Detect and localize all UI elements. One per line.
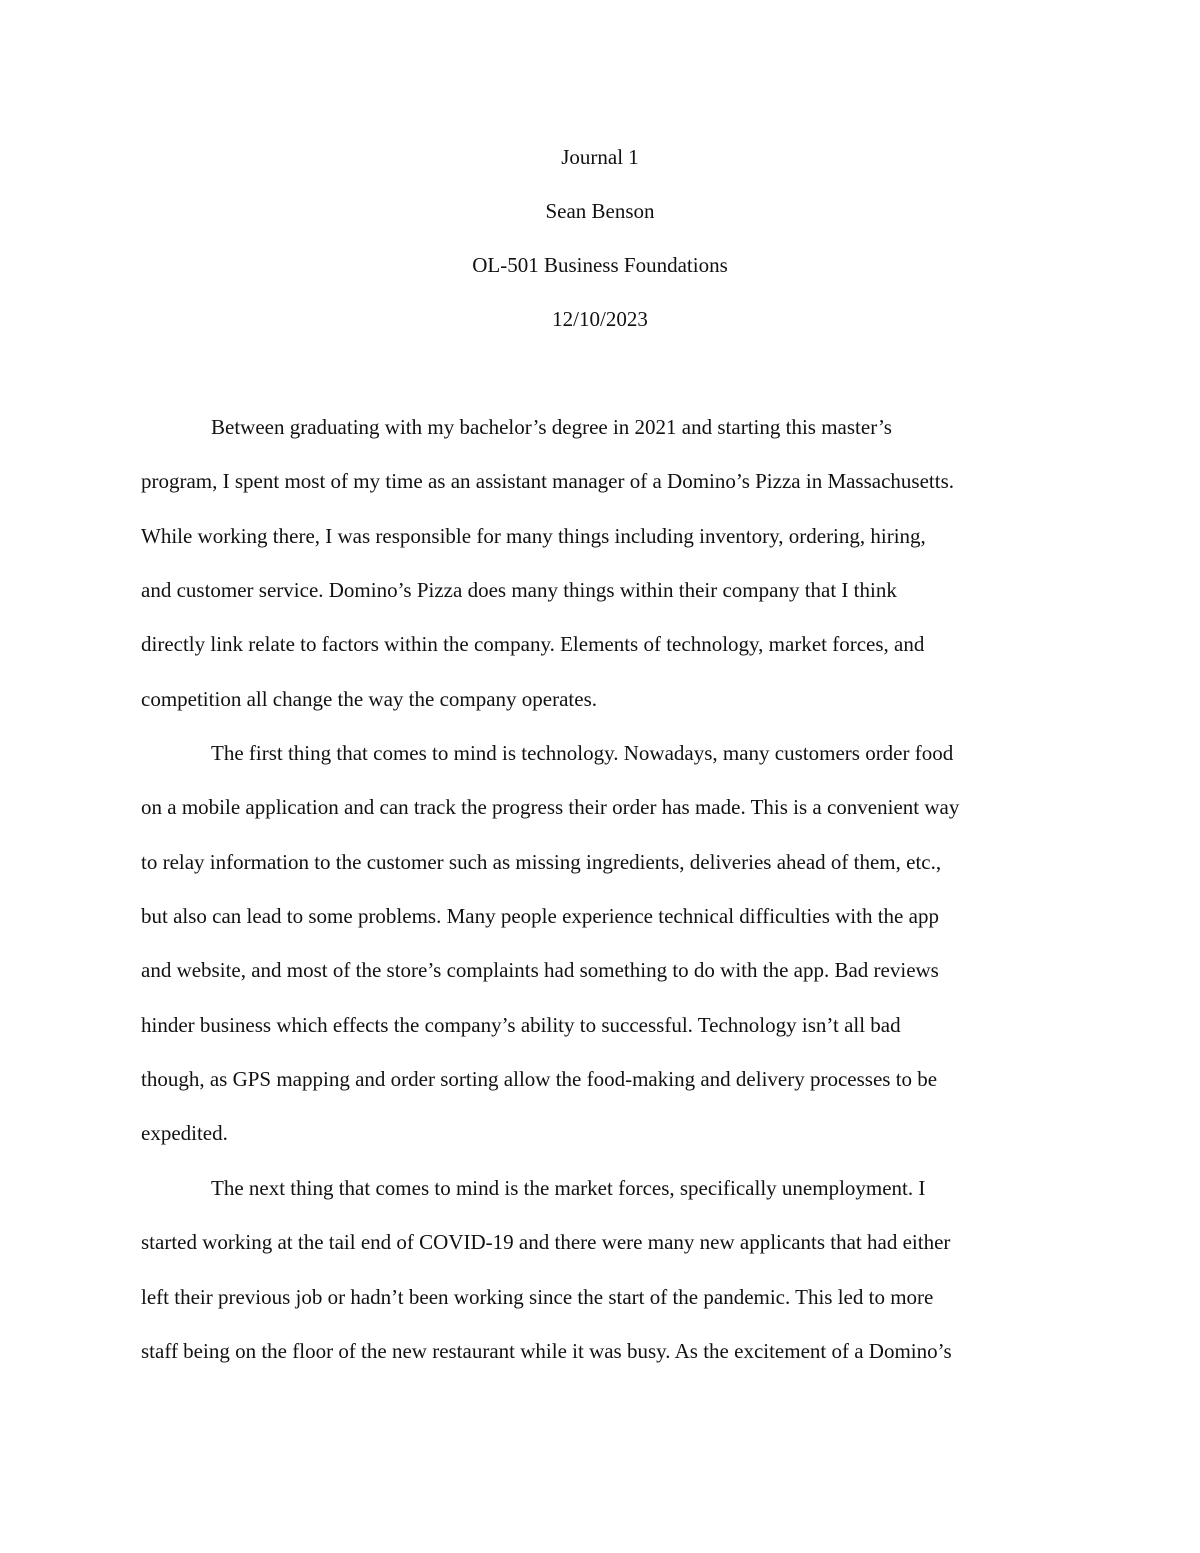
author-name: Sean Benson: [545, 199, 655, 223]
document-body: [141, 410, 1061, 1388]
title-block: [0, 140, 1200, 356]
paragraph-2: [141, 736, 1061, 1171]
text-line: program, I spent most of my time as an assistant manager of a Domino’s Pizza in Massachusetts.: [141, 469, 955, 494]
text-line: to relay information to the customer such as missing ingredients, deliveries ahead of them, etc.,: [141, 849, 942, 874]
text-line: While working there, I was responsible for many things including inventory, ordering, hiring,: [141, 523, 926, 548]
text-line: The next thing that comes to mind is the market forces, specifically unemployment. I: [211, 1175, 926, 1200]
text-line: directly link relate to factors within the company. Elements of technology, market forces, and: [141, 632, 925, 657]
text-line: and website, and most of the store’s complaints had something to do with the app. Bad reviews: [141, 958, 939, 983]
text-line: hinder business which effects the company’s ability to successful. Technology isn’t all bad: [141, 1012, 901, 1037]
text-line: Between graduating with my bachelor’s degree in 2021 and starting this master’s: [211, 415, 892, 439]
paragraph-3: [141, 1171, 1061, 1388]
text-line: left their previous job or hadn’t been working since the start of the pandemic. This led to more: [141, 1284, 934, 1309]
text-line: staff being on the floor of the new restaurant while it was busy. As the excitement of a Domino’s: [141, 1338, 952, 1363]
document-date: 12/10/2023: [552, 307, 648, 331]
course-name: OL-501 Business Foundations: [472, 253, 728, 277]
text-line: but also can lead to some problems. Many people experience technical difficulties with the app: [141, 904, 939, 929]
document-title: Journal 1: [561, 145, 639, 169]
text-line: competition all change the way the company operates.: [141, 686, 598, 711]
text-line: and customer service. Domino’s Pizza does many things within their company that I think: [141, 578, 897, 603]
text-line: expedited.: [141, 1121, 228, 1146]
text-line: on a mobile application and can track the progress their order has made. This is a convenient way: [141, 795, 960, 820]
text-line: though, as GPS mapping and order sorting allow the food-making and delivery processes to be: [141, 1067, 938, 1092]
text-line: The first thing that comes to mind is technology. Nowadays, many customers order food: [211, 741, 954, 766]
text-line: started working at the tail end of COVID-19 and there were many new applicants that had either: [141, 1230, 951, 1255]
paragraph-1: [141, 410, 1061, 736]
